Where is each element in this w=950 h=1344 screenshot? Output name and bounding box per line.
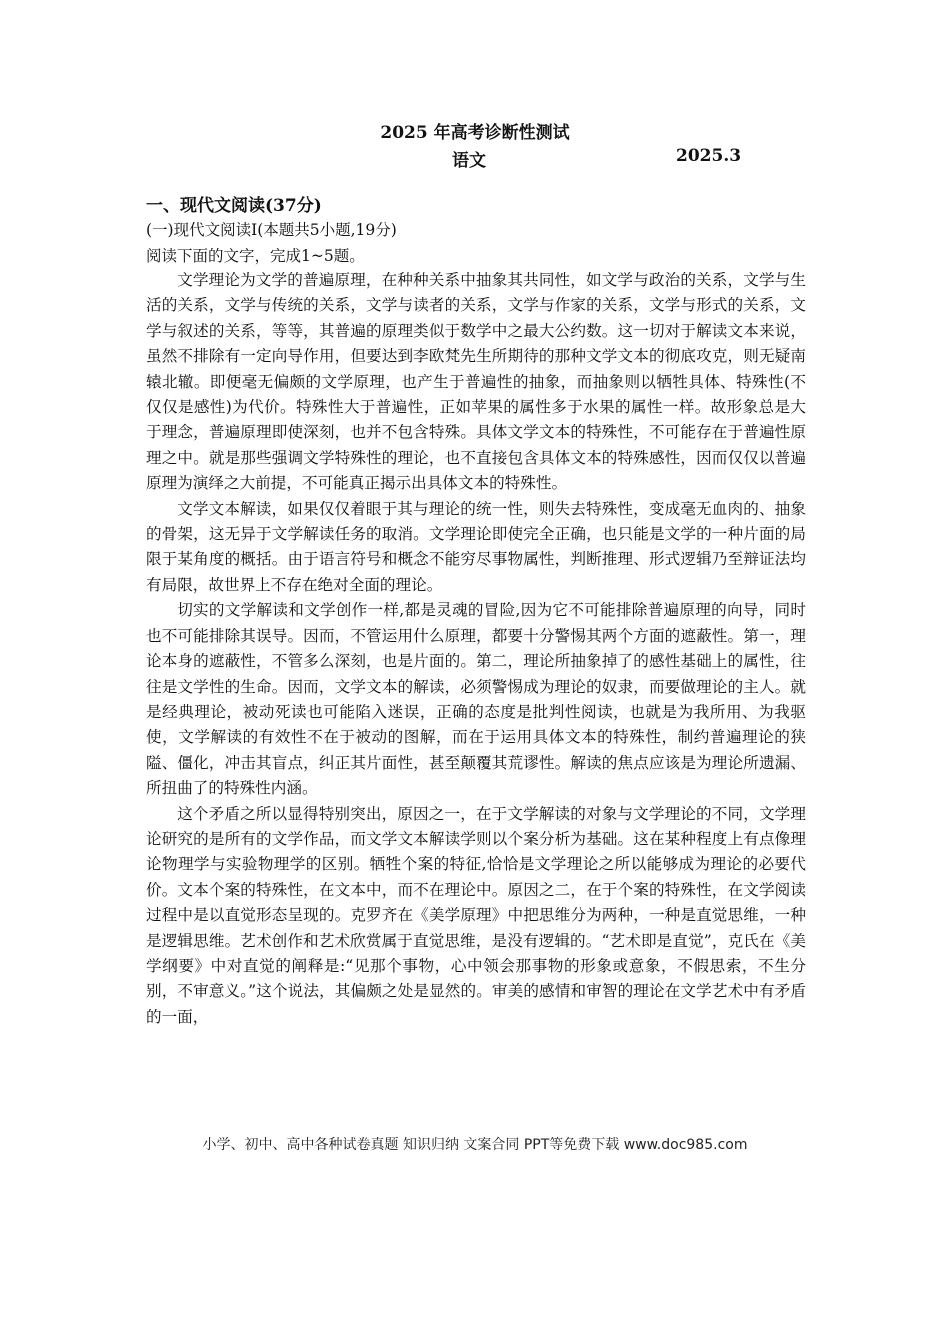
- paragraph-1: 文学理论为文学的普遍原理，在种种关系中抽象其共同性，如文学与政治的关系，文学与生活的关系，文学与传统的关系，文学与读者的关系，文学与作家的关系，文学与形式的关系，文学与叙述的关系，等等，其普遍的原理类似于数学中之最大公约数。这一切对于解读文本来说，虽然不排除有一定向导作用，但要达到李欧梵先生所期待的那种文学文本的彻底攻克，则无疑南辕北辙。即便毫无偏颇的文学原理，也产生于普遍性的抽象，而抽象则以牺牲具体、特殊性(不仅仅是感性)为代价。特殊性大于普遍性，正如苹果的属性多于水果的属性一样。故形象总是大于理念，普遍原理即使深刻，也并不包含特殊。具体文学文本的特殊性，不可能存在于普遍性原理之中。就是那些强调文学特殊性的理论，也不直接包含具体文本的特殊感性，因而仅仅以普遍原理为演绎之大前提，不可能真正揭示出具体文本的特殊性。: [146, 271, 806, 493]
- paragraph-4: 这个矛盾之所以显得特别突出，原因之一，在于文学解读的对象与文学理论的不同，文学理论研究的是所有的文学作品，而文学文本解读学则以个案分析为基础。这在某种程度上有点像理论物理学与实验物理学的区别。牺牲个案的特征,恰恰是文学理论之所以能够成为理论的必要代价。文本个案的特殊性，在文本中，而不在理论中。原因之二，在于个案的特殊性，在文学阅读过程中是以直觉形态呈现的。克罗齐在《美学原理》中把思维分为两种，一种是直觉思维，一种是逻辑思维。艺术创作和艺术欣赏属于直觉思维，是没有逻辑的。“艺术即是直觉”，克氏在《美学纲要》中对直觉的阐释是:“见那个事物，心中领会那事物的形象或意象，不假思索，不生分别，不审意义。”这个说法，其偏颇之处是显然的。审美的感情和审智的理论在文学艺术中有矛盾的一面，: [146, 804, 806, 1026]
- section-heading: 一、现代文阅读(37分): [146, 196, 322, 216]
- exam-date: 2025.3: [676, 146, 742, 166]
- paragraph-3: 切实的文学解读和文学创作一样,都是灵魂的冒险,因为它不可能排除普遍原理的向导，同时也不可能排除其误导。因而，不管运用什么原理，都要十分警惕其两个方面的遮蔽性。第一，理论本身的遮蔽性，不管多么深刻，也是片面的。第二，理论所抽象掉了的感性基础上的属性，往往是文学性的生命。因而，文学文本的解读，必须警惕成为理论的奴隶，而要做理论的主人。就是经典理论，被动死读也可能陷入迷误，正确的态度是批判性阅读，也就是为我所用、为我驱使，文学解读的有效性不在于被动的图解，而在于运用具体文本的特殊性，制约普遍理论的狭隘、僵化，冲击其盲点，纠正其片面性，甚至颠覆其荒谬性。解读的焦点应该是为理论所遗漏、所扭曲了的特殊性内涵。: [146, 601, 806, 798]
- paragraph-2: 文学文本解读，如果仅仅着眼于其与理论的统一性，则失去特殊性，变成毫无血肉的、抽象的骨架，这无异于文学解读任务的取消。文学理论即使完全正确，也只能是文学的一种片面的局限于某角度的概括。由于语言符号和概念不能穷尽事物属性，判断推理、形式逻辑乃至辩证法均有局限，故世界上不存在绝对全面的理论。: [146, 499, 806, 594]
- subject-label: 语文: [452, 151, 486, 171]
- reading-passage: [146, 268, 806, 1030]
- footer-watermark: 小学、初中、高中各种试卷真题 知识归纳 文案合同 PPT等免费下载 www.doc985.com: [202, 1137, 748, 1153]
- subtitle-row: [0, 146, 950, 170]
- exam-title: 2025 年高考诊断性测试: [380, 123, 570, 143]
- reading-instruction: 阅读下面的文字，完成1~5题。: [146, 247, 365, 265]
- sub-section-heading: (一)现代文阅读Ⅰ(本题共5小题,19分): [146, 221, 397, 239]
